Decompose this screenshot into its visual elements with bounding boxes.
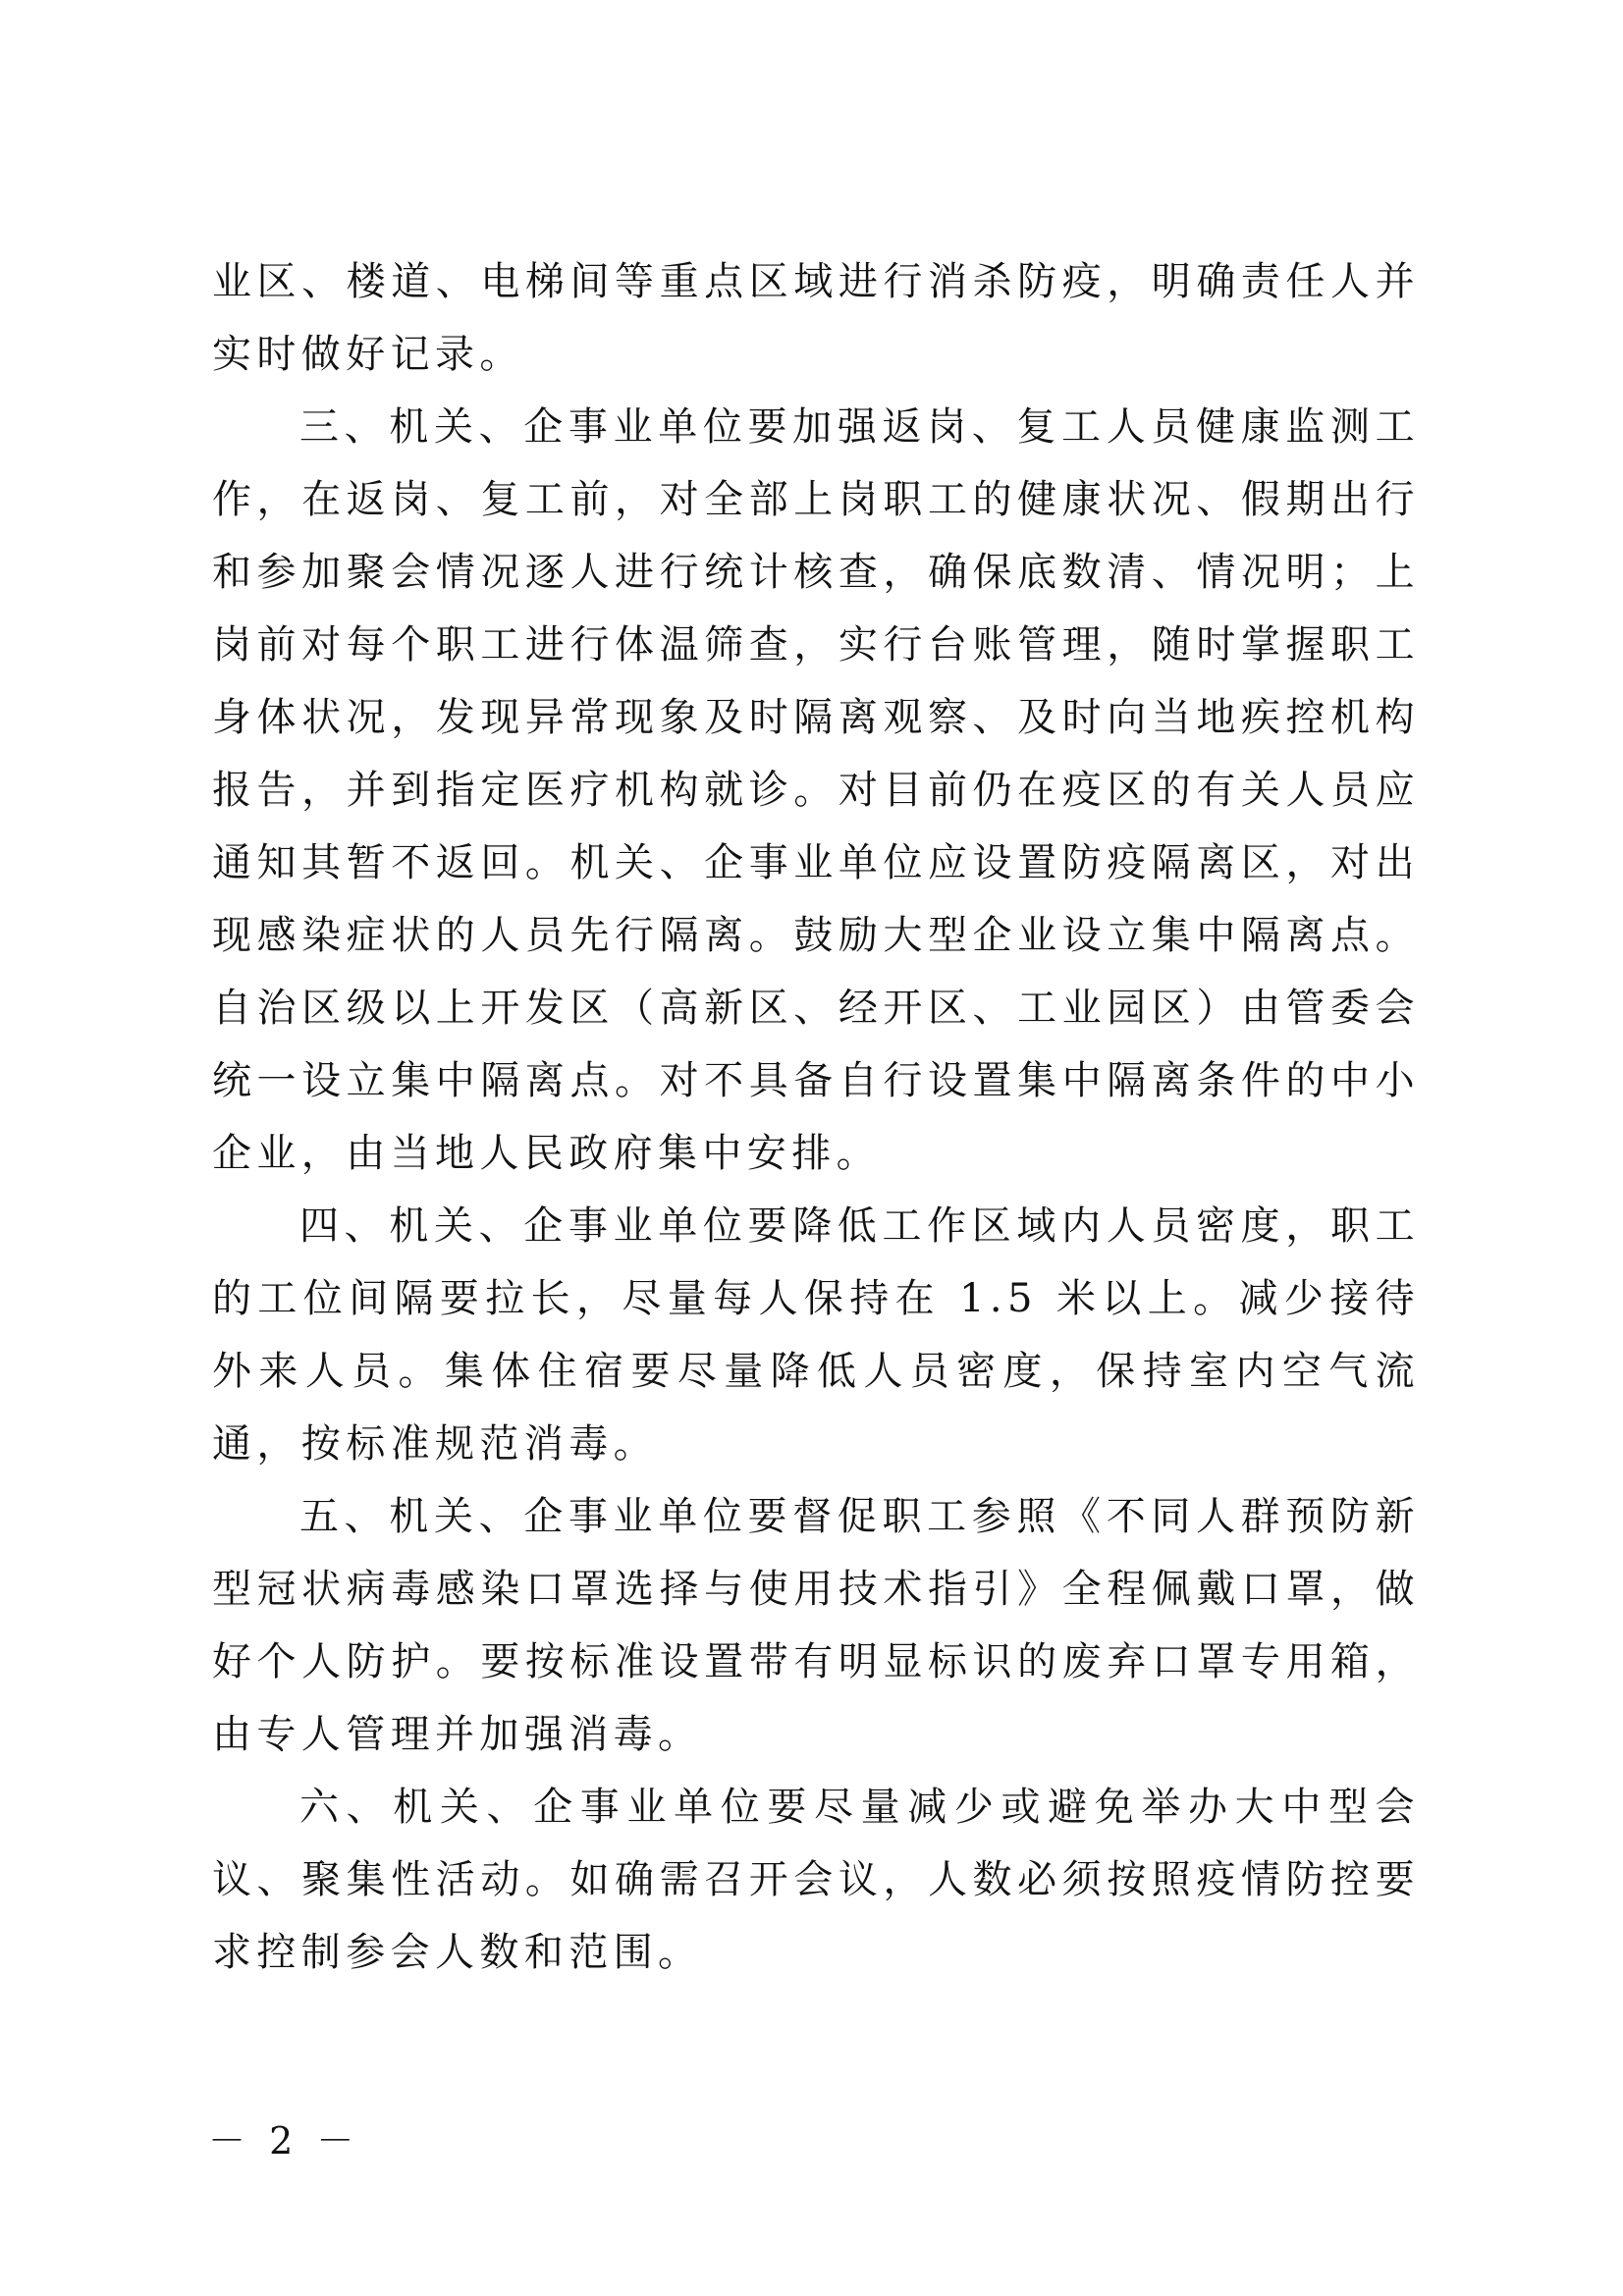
paragraph-item-5: 五、机关、企事业单位要督促职工参照《不同人群预防新型冠状病毒感染口罩选择与使用技术指引》全程佩戴口罩，做好个人防护。要按标准设置带有明显标识的废弃口罩专用箱，由专人管理并加强消毒。 — [212, 1494, 1420, 1757]
paragraph-continuation: 业区、楼道、电梯间等重点区域进行消杀防疫，明确责任人并实时做好记录。 — [212, 259, 1420, 377]
paragraph-item-4: 四、机关、企事业单位要降低工作区域内人员密度，职工的工位间隔要拉长，尽量每人保持在 1.5 米以上。减少接待外来人员。集体住宿要尽量降低人员密度，保持室内空气流通，按标准规范消毒。 — [212, 1203, 1420, 1467]
paragraph-item-6: 六、机关、企事业单位要尽量减少或避免举办大中型会议、聚集性活动。如确需召开会议，人数必须按照疫情防控要求控制参会人数和范围。 — [212, 1785, 1420, 1975]
page-number: － 2 － — [208, 2119, 360, 2163]
paragraph-item-3: 三、机关、企事业单位要加强返岗、复工人员健康监测工作，在返岗、复工前，对全部上岗职工的健康状况、假期出行和参加聚会情况逐人进行统计核查，确保底数清、情况明；上岗前对每个职工进行体温筛查，实行台账管理，随时掌握职工身体状况，发现异常现象及时隔离观察、及时向当地疾控机构报告，并到指定医疗机构就诊。对目前仍在疫区的有关人员应通知其暂不返回。机关、企事业单位应设置防疫隔离区，对出现感染症状的人员先行隔离。鼓励大型企业设立集中隔离点。自治区级以上开发区（高新区、经开区、工业园区）由管委会统一设立集中隔离点。对不具备自行设置集中隔离条件的中小企业，由当地人民政府集中安排。 — [212, 404, 1420, 1176]
document-body — [212, 245, 1420, 1989]
